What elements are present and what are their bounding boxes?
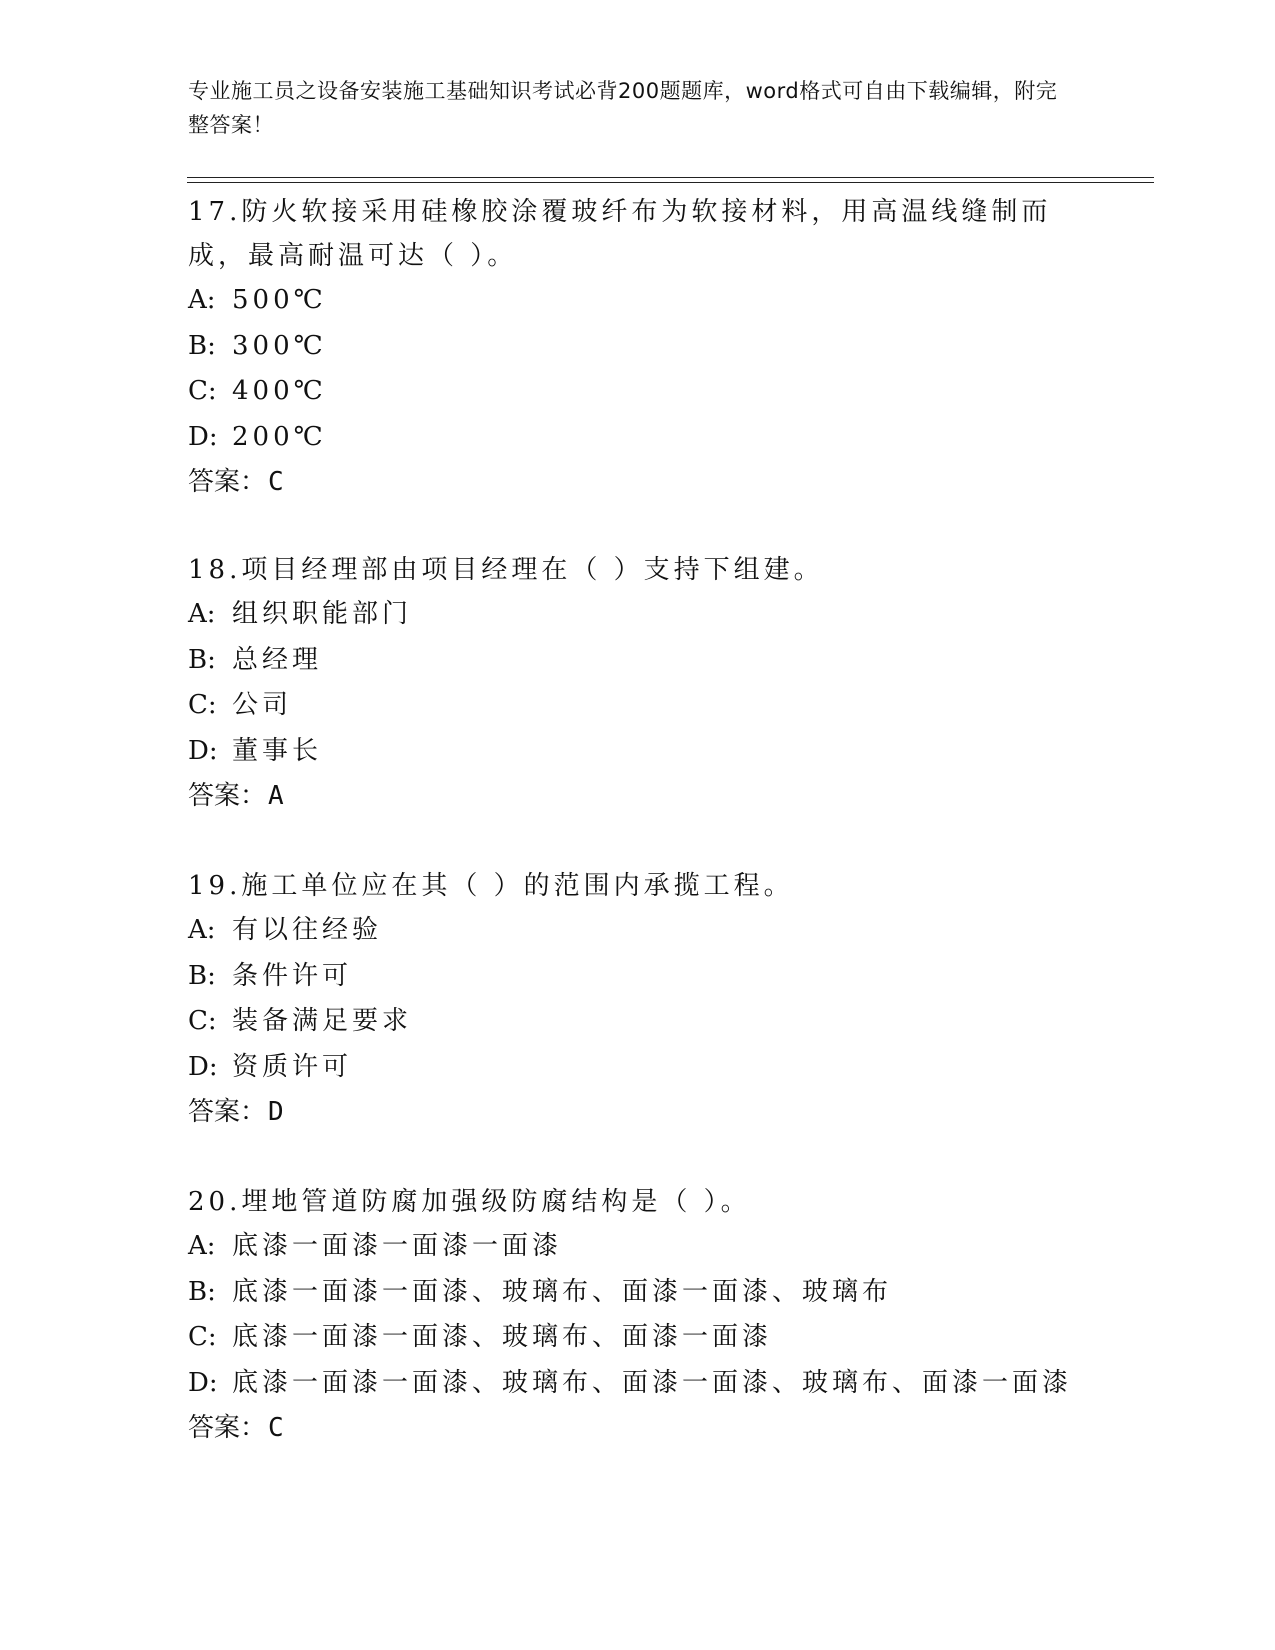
option-letter: B:	[188, 330, 216, 361]
option-text: 组织职能部门	[232, 599, 413, 629]
option-d	[188, 415, 1088, 461]
question-18	[188, 548, 1088, 819]
option-b	[188, 1270, 1088, 1316]
question-stem: 20.埋地管道防腐加强级防腐结构是（ ）。	[188, 1187, 751, 1217]
answer-line	[188, 460, 1088, 505]
option-text: 资质许可	[232, 1051, 353, 1082]
option-letter: A:	[188, 285, 216, 315]
option-c	[188, 1315, 1088, 1361]
option-c	[188, 999, 1088, 1045]
option-d	[188, 729, 1088, 775]
option-letter: B:	[188, 1276, 216, 1307]
option-letter: C:	[188, 1322, 217, 1352]
option-a	[188, 908, 1088, 954]
option-d	[188, 1361, 1088, 1407]
option-letter: B:	[188, 960, 216, 991]
answer-label: 答案：	[188, 1097, 267, 1127]
question-stem: 17.防火软接采用硅橡胶涂覆玻纤布为软接材料，用高温线缝制而成，最高耐温可达（ ）。	[188, 197, 1052, 271]
option-text: 底漆一面漆一面漆一面漆	[232, 1231, 563, 1261]
option-letter: D:	[188, 1367, 218, 1398]
header-divider-bottom	[187, 182, 1154, 183]
answer-line	[188, 1090, 1088, 1135]
option-text: 200℃	[232, 421, 327, 452]
option-letter: A:	[188, 599, 216, 629]
answer-label: 答案：	[188, 1413, 267, 1443]
option-letter: A:	[188, 1231, 216, 1261]
option-letter: A:	[188, 915, 216, 945]
option-text: 总经理	[232, 644, 323, 675]
option-text: 董事长	[232, 735, 323, 766]
answer-label: 答案：	[188, 467, 267, 497]
document-header: 专业施工员之设备安装施工基础知识考试必背200题题库，word格式可自由下载编辑，附完整答案！	[188, 79, 1058, 137]
option-letter: B:	[188, 644, 216, 675]
option-a	[188, 278, 1088, 324]
option-letter: D:	[188, 421, 218, 452]
option-text: 有以往经验	[232, 915, 383, 945]
option-text: 400℃	[232, 376, 327, 406]
answer-value: D	[268, 1097, 284, 1127]
option-letter: C:	[188, 376, 217, 406]
answer-value: A	[268, 781, 284, 811]
option-a	[188, 592, 1088, 638]
option-c	[188, 369, 1088, 415]
option-b	[188, 324, 1088, 370]
option-text: 300℃	[232, 330, 327, 361]
question-stem: 18.项目经理部由项目经理在（ ）支持下组建。	[188, 555, 824, 585]
option-text: 装备满足要求	[232, 1006, 413, 1036]
option-text: 底漆一面漆一面漆、玻璃布、面漆一面漆	[232, 1322, 773, 1352]
option-letter: C:	[188, 690, 217, 720]
option-letter: C:	[188, 1006, 217, 1036]
option-text: 底漆一面漆一面漆、玻璃布、面漆一面漆、玻璃布	[232, 1276, 893, 1307]
answer-value: C	[268, 1413, 284, 1443]
answer-label: 答案：	[188, 781, 267, 811]
answer-value: C	[268, 467, 284, 497]
question-19	[188, 864, 1088, 1135]
option-b	[188, 638, 1088, 684]
option-a	[188, 1224, 1088, 1270]
question-20	[188, 1180, 1088, 1451]
option-text: 500℃	[232, 285, 327, 315]
option-d	[188, 1045, 1088, 1091]
option-b	[188, 954, 1088, 1000]
option-text: 底漆一面漆一面漆、玻璃布、面漆一面漆、玻璃布、面漆一面漆	[232, 1367, 1073, 1398]
option-letter: D:	[188, 735, 218, 766]
option-text: 公司	[232, 690, 293, 720]
option-c	[188, 683, 1088, 729]
answer-line	[188, 1406, 1088, 1451]
question-stem: 19.施工单位应在其（ ）的范围内承揽工程。	[188, 871, 794, 901]
header-divider-top	[187, 177, 1154, 178]
question-17	[188, 190, 1088, 505]
option-text: 条件许可	[232, 960, 353, 991]
answer-line	[188, 774, 1088, 819]
option-letter: D:	[188, 1051, 218, 1082]
